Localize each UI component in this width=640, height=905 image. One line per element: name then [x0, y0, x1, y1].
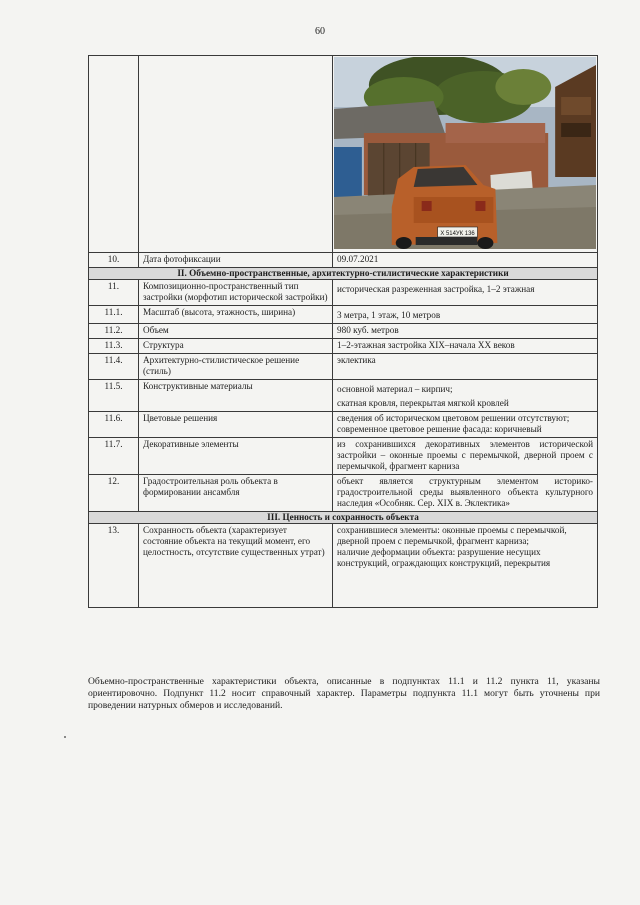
- table-row: [89, 253, 598, 268]
- row-value-line: основной материал – кирпич;: [337, 384, 453, 394]
- footnote-text: Объемно-пространственные характеристики объекта, описанные в подпунктах 11.1 и 11.2 пункта 11, указаны ориентировочно. Подпункт 11.2 носит справочный характер. Параметры подпункта 11.1 могут быть уточнены при проведении натурных обмеров и исследований.: [88, 676, 600, 711]
- object-photo: [334, 57, 596, 249]
- row-value: эклектика: [333, 354, 598, 380]
- photo-row: [89, 56, 598, 253]
- row-label: Градостроительная роль объекта в формировании ансамбля: [139, 475, 333, 512]
- section-title: II. Объемно-пространственные, архитектурно-стилистические характеристики: [89, 268, 598, 280]
- object-characteristics-table: [88, 55, 598, 608]
- row-value-line: современное цветовое решение фасада: коричневый: [337, 424, 542, 434]
- scan-speck: [64, 736, 66, 738]
- row-number: 11.: [89, 280, 139, 306]
- row-value: 1–2-этажная застройка XIX–начала XX веков: [333, 339, 598, 354]
- row-number: 13.: [89, 524, 139, 608]
- table-row: [89, 524, 598, 608]
- row-label: Конструктивные материалы: [139, 380, 333, 412]
- row-value-line: скатная кровля, перекрытая мягкой кровлей: [337, 398, 509, 408]
- page-number: 60: [315, 26, 325, 37]
- row-value: [333, 412, 598, 438]
- row-number: 11.1.: [89, 306, 139, 324]
- row-value: из сохранившихся декоративных элементов исторической застройки – оконные проемы с перемычкой, дверной проем с перемычкой, фрагмент карниза: [333, 438, 598, 475]
- photo-cell: [333, 56, 598, 253]
- row-label: Дата фотофиксации: [139, 253, 333, 268]
- row-label: Сохранность объекта (характеризует состояние объекта на текущий момент, его целостность, отсутствие существенных утрат): [139, 524, 333, 608]
- row-label: Архитектурно-стилистическое решение (стиль): [139, 354, 333, 380]
- row-number: 10.: [89, 253, 139, 268]
- photo-row-num-cell: [89, 56, 139, 253]
- row-number: 11.6.: [89, 412, 139, 438]
- row-value-line: наличие деформации объекта: разрушение несущих конструкций, ограждающих конструкций, перекрытия: [337, 547, 551, 568]
- row-number: 11.7.: [89, 438, 139, 475]
- table-row: [89, 475, 598, 512]
- table-row: [89, 306, 598, 324]
- row-label: Декоративные элементы: [139, 438, 333, 475]
- row-value: [333, 524, 598, 608]
- row-value: историческая разреженная застройка, 1–2 этажная: [333, 280, 598, 306]
- row-value: 980 куб. метров: [333, 324, 598, 339]
- table-row: [89, 438, 598, 475]
- table-row: [89, 380, 598, 412]
- row-label: Масштаб (высота, этажность, ширина): [139, 306, 333, 324]
- row-value-line: сохранившиеся элементы: оконные проемы с перемычкой, дверной проем с перемычкой, фрагмент карниза;: [337, 525, 567, 546]
- row-value-line: сведения об историческом цветовом решении отсутствуют;: [337, 413, 570, 423]
- table-row: [89, 412, 598, 438]
- row-value: 3 метра, 1 этаж, 10 метров: [333, 306, 598, 324]
- row-number: 11.4.: [89, 354, 139, 380]
- row-value: 09.07.2021: [333, 253, 598, 268]
- row-label: Цветовые решения: [139, 412, 333, 438]
- row-value: [333, 380, 598, 412]
- row-label: Объем: [139, 324, 333, 339]
- section-header: [89, 512, 598, 524]
- row-number: 12.: [89, 475, 139, 512]
- section-title: III. Ценность и сохранность объекта: [89, 512, 598, 524]
- table-row: [89, 324, 598, 339]
- section-header: [89, 268, 598, 280]
- row-label: Структура: [139, 339, 333, 354]
- photo-row-label-cell: [139, 56, 333, 253]
- row-number: 11.2.: [89, 324, 139, 339]
- table-row: [89, 280, 598, 306]
- row-value: объект является структурным элементом историко-градостроительной среды выявленного объекта культурного наследия «Особняк. Сер. XIX в. Эклектика»: [333, 475, 598, 512]
- row-number: 11.5.: [89, 380, 139, 412]
- table-row: [89, 339, 598, 354]
- table-row: [89, 354, 598, 380]
- row-number: 11.3.: [89, 339, 139, 354]
- row-label: Композиционно-пространственный тип застройки (морфотип исторической застройки): [139, 280, 333, 306]
- license-plate: Х 514УК 136: [440, 230, 475, 238]
